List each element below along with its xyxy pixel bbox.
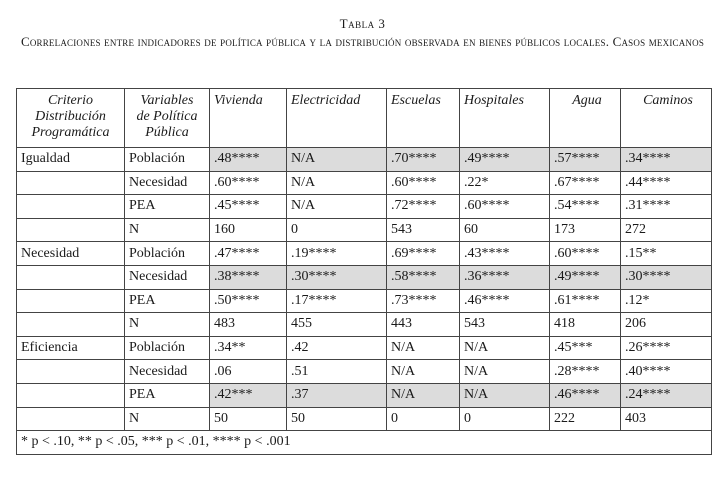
value-cell: .48**** [210, 148, 287, 172]
value-cell: .06 [210, 360, 287, 384]
table-row [17, 265, 712, 289]
header-criterio: Criterio Distribución Programática [17, 89, 125, 148]
value-cell: N/A [287, 171, 387, 195]
criterio-cell [17, 383, 125, 407]
value-cell: N/A [287, 195, 387, 219]
value-cell: .60**** [210, 171, 287, 195]
value-cell: 443 [387, 313, 460, 337]
value-cell: N/A [387, 383, 460, 407]
value-cell: .36**** [460, 265, 550, 289]
value-cell: .28**** [550, 360, 621, 384]
value-cell: 60 [460, 218, 550, 242]
variable-cell: PEA [125, 195, 210, 219]
criterio-cell [17, 265, 125, 289]
value-cell: 222 [550, 407, 621, 431]
variable-cell: PEA [125, 289, 210, 313]
value-cell: .17**** [287, 289, 387, 313]
value-cell: .46**** [550, 383, 621, 407]
value-cell: .47**** [210, 242, 287, 266]
value-cell: 173 [550, 218, 621, 242]
header-agua: Agua [550, 89, 621, 148]
value-cell: .31**** [621, 195, 712, 219]
value-cell: .22* [460, 171, 550, 195]
variable-cell: PEA [125, 383, 210, 407]
variable-cell: N [125, 407, 210, 431]
table-row [17, 407, 712, 431]
value-cell: .49**** [550, 265, 621, 289]
value-cell: .54**** [550, 195, 621, 219]
value-cell: 418 [550, 313, 621, 337]
value-cell: .51 [287, 360, 387, 384]
criterio-cell: Eficiencia [17, 336, 125, 360]
criterio-cell [17, 360, 125, 384]
variable-cell: Población [125, 336, 210, 360]
value-cell: .60**** [460, 195, 550, 219]
value-cell: .38**** [210, 265, 287, 289]
value-cell: .37 [287, 383, 387, 407]
variable-cell: Necesidad [125, 265, 210, 289]
value-cell: 0 [287, 218, 387, 242]
value-cell: .42*** [210, 383, 287, 407]
value-cell: N/A [387, 336, 460, 360]
criterio-cell [17, 218, 125, 242]
criterio-cell [17, 171, 125, 195]
variable-cell: N [125, 218, 210, 242]
value-cell: 403 [621, 407, 712, 431]
header-escuelas: Escuelas [387, 89, 460, 148]
value-cell: .15** [621, 242, 712, 266]
value-cell: .30**** [621, 265, 712, 289]
value-cell: 543 [387, 218, 460, 242]
criterio-cell [17, 195, 125, 219]
value-cell: .58**** [387, 265, 460, 289]
value-cell: .72**** [387, 195, 460, 219]
value-cell: 483 [210, 313, 287, 337]
table-row [17, 218, 712, 242]
header-electricidad: Electricidad [287, 89, 387, 148]
table-body [17, 148, 712, 431]
footnote-row [17, 431, 712, 455]
value-cell: .57**** [550, 148, 621, 172]
value-cell: 543 [460, 313, 550, 337]
value-cell: .24**** [621, 383, 712, 407]
value-cell: 272 [621, 218, 712, 242]
value-cell: 0 [387, 407, 460, 431]
value-cell: .61**** [550, 289, 621, 313]
header-caminos: Caminos [621, 89, 712, 148]
criterio-cell [17, 407, 125, 431]
header-vivienda: Vivienda [210, 89, 287, 148]
value-cell: .43**** [460, 242, 550, 266]
value-cell: 455 [287, 313, 387, 337]
value-cell: .44**** [621, 171, 712, 195]
table-row [17, 195, 712, 219]
table-row [17, 336, 712, 360]
value-cell: N/A [387, 360, 460, 384]
criterio-cell: Necesidad [17, 242, 125, 266]
value-cell: N/A [460, 360, 550, 384]
value-cell: .60**** [550, 242, 621, 266]
correlation-table [16, 88, 712, 455]
value-cell: 160 [210, 218, 287, 242]
table-row [17, 313, 712, 337]
criterio-cell [17, 313, 125, 337]
value-cell: .34**** [621, 148, 712, 172]
value-cell: .40**** [621, 360, 712, 384]
variable-cell: Población [125, 242, 210, 266]
variable-cell: N [125, 313, 210, 337]
value-cell: .69**** [387, 242, 460, 266]
criterio-cell: Igualdad [17, 148, 125, 172]
table-row [17, 242, 712, 266]
table-row [17, 360, 712, 384]
table-row [17, 383, 712, 407]
value-cell: .26**** [621, 336, 712, 360]
value-cell: N/A [460, 383, 550, 407]
value-cell: .49**** [460, 148, 550, 172]
value-cell: N/A [287, 148, 387, 172]
table-title: Correlaciones entre indicadores de política pública y la distribución observada en bienes públicos locales. Casos mexicanos [20, 34, 705, 49]
value-cell: .30**** [287, 265, 387, 289]
table-row [17, 171, 712, 195]
header-hospitales: Hospitales [460, 89, 550, 148]
value-cell: .60**** [387, 171, 460, 195]
header-variables: Variables de Política Pública [125, 89, 210, 148]
table-label: Tabla 3 [339, 16, 386, 31]
value-cell: .73**** [387, 289, 460, 313]
header-row [17, 89, 712, 148]
value-cell: .70**** [387, 148, 460, 172]
table-row [17, 289, 712, 313]
value-cell: .12* [621, 289, 712, 313]
value-cell: .45**** [210, 195, 287, 219]
value-cell: 0 [460, 407, 550, 431]
value-cell: N/A [460, 336, 550, 360]
value-cell: .34** [210, 336, 287, 360]
value-cell: .19**** [287, 242, 387, 266]
variable-cell: Necesidad [125, 360, 210, 384]
variable-cell: Población [125, 148, 210, 172]
value-cell: 50 [210, 407, 287, 431]
value-cell: .42 [287, 336, 387, 360]
value-cell: 50 [287, 407, 387, 431]
variable-cell: Necesidad [125, 171, 210, 195]
value-cell: .67**** [550, 171, 621, 195]
value-cell: 206 [621, 313, 712, 337]
significance-footnote: * p < .10, ** p < .05, *** p < .01, **** p < .001 [17, 431, 712, 455]
value-cell: .46**** [460, 289, 550, 313]
value-cell: .50**** [210, 289, 287, 313]
criterio-cell [17, 289, 125, 313]
table-row [17, 148, 712, 172]
value-cell: .45*** [550, 336, 621, 360]
